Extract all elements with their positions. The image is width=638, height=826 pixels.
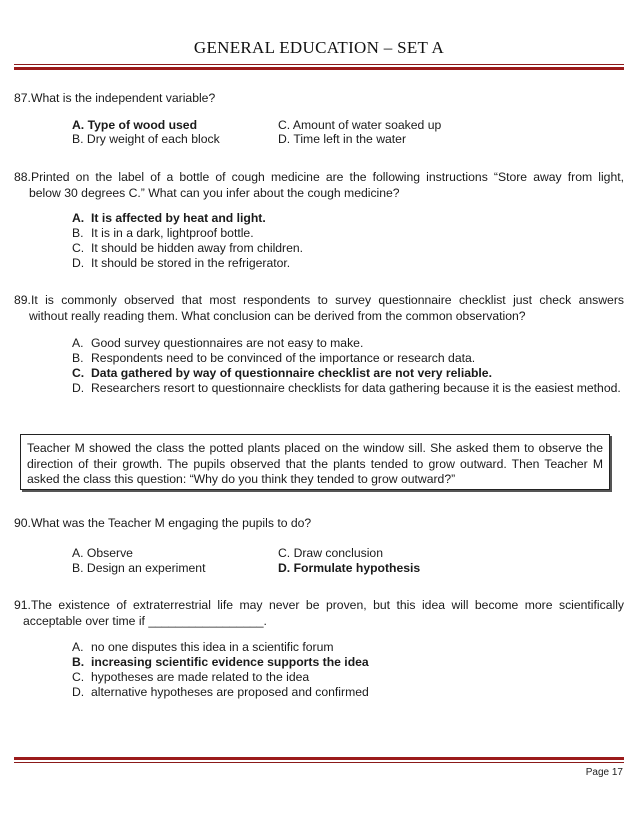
stem-line-1: 89.It is commonly observed that most respondents to survey questionnaire checklist just check answers <box>14 293 624 307</box>
question-91 <box>14 598 624 629</box>
option-d: D. Formulate hypothesis <box>278 561 421 575</box>
option-a: A. Observe <box>72 546 133 560</box>
option-c: C. Amount of water soaked up <box>278 118 442 132</box>
question-stem: 87.What is the independent variable? <box>14 91 216 105</box>
passage-box <box>20 434 610 490</box>
stem-line-2: below 30 degrees C.” What can you infer about the cough medicine? <box>29 185 400 200</box>
option-b: B. Respondents need to be convinced of the importance or research data. <box>72 351 476 365</box>
options-89 <box>72 336 624 396</box>
option-b: B. It is in a dark, lightproof bottle. <box>72 226 254 240</box>
options-88 <box>72 211 624 271</box>
passage-text: Teacher M showed the class the potted plants placed on the window sill. She asked them to observe the direction of their growth. The pupils observed that the plants tended to grow outward. Then Teacher M asked the class this question: “Why do you think they tended to grow outward?” <box>27 441 603 486</box>
option-c: C. Data gathered by way of questionnaire checklist are not very reliable. <box>72 366 492 380</box>
option-c: C. hypotheses are made related to the idea <box>72 670 310 684</box>
question-88 <box>14 170 624 201</box>
option-b: B. Dry weight of each block <box>72 132 220 146</box>
options-91 <box>72 640 624 700</box>
question-stem <box>14 598 624 629</box>
page-title: GENERAL EDUCATION – SET A <box>193 38 445 57</box>
option-a: A. It is affected by heat and light. <box>72 211 266 225</box>
stem-line-2: acceptable over time if _________________. <box>23 613 267 628</box>
option-a: A. Good survey questionnaires are not easy to make. <box>72 336 364 350</box>
option-d: D. Time left in the water <box>278 132 407 146</box>
stem-line-1: 91.The existence of extraterrestrial life may never be proven, but this idea will become more scientifically <box>14 598 624 612</box>
option-d: D. alternative hypotheses are proposed and confirmed <box>72 685 369 699</box>
header-rule <box>14 64 624 70</box>
option-c: C. Draw conclusion <box>278 546 383 560</box>
question-89 <box>14 293 624 324</box>
option-a: A. Type of wood used <box>72 118 198 132</box>
option-b: B. increasing scientific evidence supports the idea <box>72 655 369 669</box>
option-a: A. no one disputes this idea in a scientific forum <box>72 640 334 654</box>
option-b: B. Design an experiment <box>72 561 206 575</box>
question-90 <box>14 516 624 532</box>
stem-line-1: 88.Printed on the label of a bottle of cough medicine are the following instructions “Store away from light, <box>14 170 624 184</box>
question-stem <box>14 170 624 201</box>
footer-rule <box>14 757 624 763</box>
option-d: D. It should be stored in the refrigerator. <box>72 256 291 270</box>
option-d: D. Researchers resort to questionnaire checklists for data gathering because it is the easiest method. <box>72 381 621 395</box>
stem-line-2: without really reading them. What conclusion can be derived from the common observation? <box>29 308 526 323</box>
page-number: Page 17 <box>585 767 623 778</box>
question-87 <box>14 91 624 107</box>
question-stem <box>14 293 624 324</box>
question-stem: 90.What was the Teacher M engaging the pupils to do? <box>14 516 312 530</box>
option-c: C. It should be hidden away from children. <box>72 241 304 255</box>
